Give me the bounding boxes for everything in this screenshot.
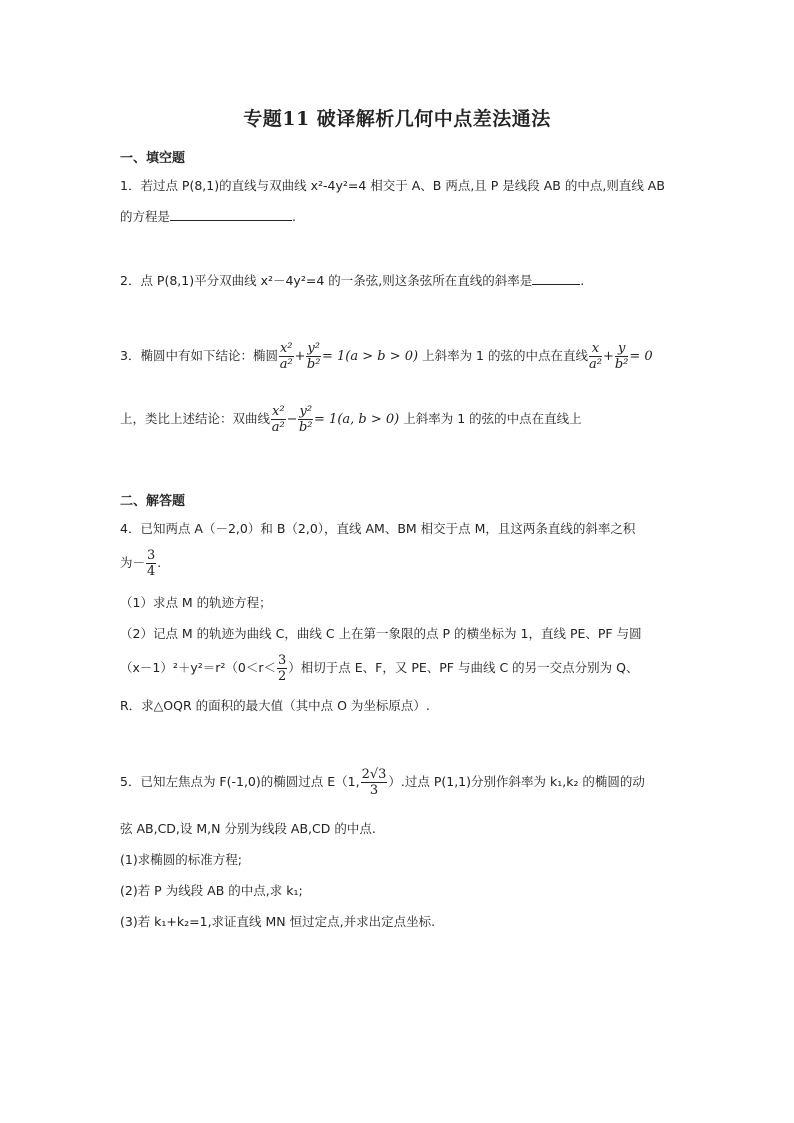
q3-text-c: 上，类比上述结论：双曲线 xyxy=(120,411,271,426)
q4-line-1: 4．已知两点 A（－2,0）和 B（2,0），直线 AM、BM 相交于点 M，且这两条直线的斜率之积 xyxy=(120,521,636,536)
fraction-y2-b2: $\frac{\text{y²}}{\text{b²}}$ xyxy=(306,341,321,372)
q3-text-d: 上斜率为 1 的弦的中点在直线上 xyxy=(403,411,582,426)
fraction-x2-a2: $\frac{\text{x²}}{\text{a²}}$ xyxy=(279,341,293,372)
q2-line xyxy=(120,271,584,290)
q4-part-2-end: R．求△OQR 的面积的最大值（其中点 O 为坐标原点）. xyxy=(120,698,430,713)
fraction-3-4: $\frac{3}{4}$ xyxy=(147,548,156,579)
q2-text: 2．点 P(8,1)平分双曲线 x²－4y²=4 的一条弦,则这条弦所在直线的斜率是 xyxy=(120,273,533,288)
plus-sign: + xyxy=(602,349,614,364)
q4-text-circle: （x－1）²＋y²＝r²（0＜r＜ xyxy=(120,660,277,675)
q1-text: 的方程是 xyxy=(120,209,171,224)
q5-part-1: (1)求椭圆的标准方程; xyxy=(120,852,242,867)
q5-part-2: (2)若 P 为线段 AB 的中点,求 k₁; xyxy=(120,883,303,898)
fraction-3-2: $\frac{3}{2}$ xyxy=(278,653,287,684)
fraction-y2-b2: $\frac{\text{y²}}{\text{b²}}$ xyxy=(298,404,313,435)
q4-text-tangent: ）相切于点 E、F，又 PE、PF 与曲线 C 的另一交点分别为 Q、 xyxy=(288,660,639,675)
answer-blank xyxy=(170,207,292,221)
q4-period: . xyxy=(157,555,162,570)
q2-period: . xyxy=(580,273,585,288)
fraction-x2-a2: $\frac{\text{x²}}{\text{a²}}$ xyxy=(271,404,285,435)
q5-line-1 xyxy=(120,764,645,800)
answer-blank xyxy=(532,271,580,285)
q1-period: . xyxy=(292,209,296,224)
fraction-y-b2: $\frac{y}{\text{b²}}$ xyxy=(614,341,629,372)
ellipse-condition: = 1(a > b > 0) xyxy=(321,349,419,364)
q4-text: 为－ xyxy=(120,555,146,570)
q4-part-2: （2）记点 M 的轨迹为曲线 C，曲线 C 上在第一象限的点 P 的横坐标为 1，直线 PE、PF 与圆 xyxy=(120,626,642,641)
q4-part-2-cont xyxy=(120,651,638,685)
section-heading-solutions: 二、解答题 xyxy=(120,494,186,509)
q3-text-a: 3．椭圆中有如下结论：椭圆 xyxy=(120,348,278,363)
fraction-x-a2: $\frac{x}{\text{a²}}$ xyxy=(588,341,602,372)
minus-sign: − xyxy=(286,412,298,427)
q4-line-2 xyxy=(120,546,161,580)
q5-part-3: (3)若 k₁+k₂=1,求证直线 MN 恒过定点,并求出定点坐标. xyxy=(120,914,436,929)
fraction-2sqrt3-3: $\frac{2√3}{3}$ xyxy=(361,767,387,798)
page-title: 专题11 破译解析几何中点差法通法 xyxy=(243,108,551,130)
plus-sign: + xyxy=(294,349,306,364)
q1-line-1: 1．若过点 P(8,1)的直线与双曲线 x²-4y²=4 相交于 A、B 两点,且 P 是线段 AB 的中点,则直线 AB xyxy=(120,178,665,193)
q5-text-a: 5．已知左焦点为 F(-1,0)的椭圆过点 E（1, xyxy=(120,774,360,789)
q3-line-1 xyxy=(120,338,653,375)
q5-text-b: ）.过点 P(1,1)分别作斜率为 k₁,k₂ 的椭圆的动 xyxy=(388,774,645,789)
q4-part-1: （1）求点 M 的轨迹方程； xyxy=(120,595,272,610)
q3-line-2 xyxy=(120,401,582,438)
line-eq-zero: = 0 xyxy=(629,349,653,364)
q3-text-b: 上斜率为 1 的弦的中点在直线 xyxy=(422,348,588,363)
q5-line-2: 弦 AB,CD,设 M,N 分别为线段 AB,CD 的中点. xyxy=(120,821,376,836)
hyperbola-condition: = 1(a, b > 0) xyxy=(314,412,400,427)
section-heading-fill-in: 一、填空题 xyxy=(120,151,186,166)
q1-line-2 xyxy=(120,207,296,226)
